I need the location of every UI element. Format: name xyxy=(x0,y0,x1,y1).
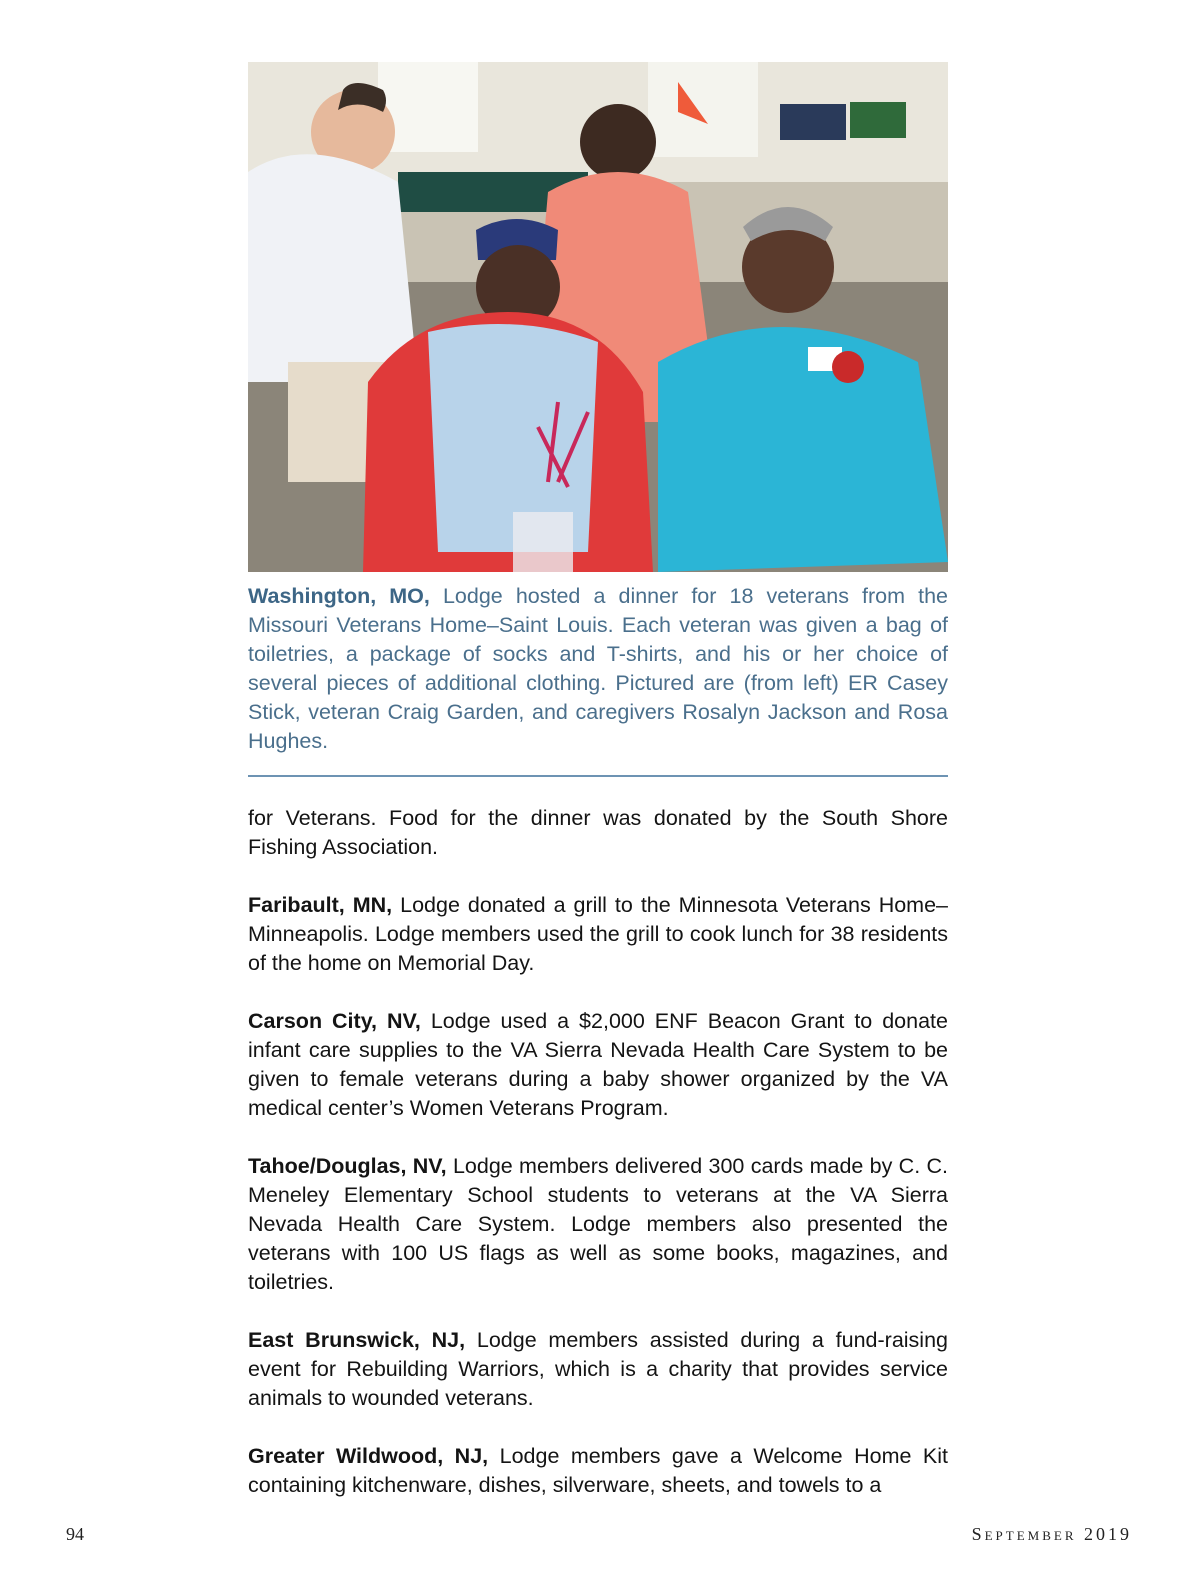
caption-text: Lodge hosted a dinner for 18 veterans from the Missouri Veterans Home–Saint Louis. Each veteran was given a bag of toiletries, a package of socks and T-shirts, and his or her choice of several pieces of additional clothing. Pictured are (from left) ER Casey Stick, veteran Craig Garden, and caregivers Rosalyn Jackson and Rosa Hughes. xyxy=(248,584,948,753)
paragraph-text: Lodge members assisted during a fund-raising event for Rebuilding Warriors, which is a charity that provides service animals to wounded veterans. xyxy=(248,1328,948,1410)
paragraph-text: Lodge members gave a Welcome Home Kit containing kitchenware, dishes, silverware, sheets, and towels to a xyxy=(248,1444,948,1497)
paragraph-carson-city xyxy=(248,1007,948,1123)
paragraph-text: Lodge members delivered 300 cards made by C. C. Meneley Elementary School students to veterans at the VA Sierra Nevada Health Care System. Lodge members also presented the veterans with 100 US flags as well as some books, magazines, and toiletries. xyxy=(248,1154,948,1294)
page-number: 94 xyxy=(66,1524,84,1544)
caption-lead: Washington, MO, xyxy=(248,584,430,608)
paragraph-continuation xyxy=(248,804,948,862)
paragraph-faribault xyxy=(248,891,948,978)
group-photo xyxy=(248,62,948,572)
paragraph-greater-wildwood xyxy=(248,1442,948,1500)
paragraph-lead: Greater Wildwood, NJ, xyxy=(248,1444,489,1468)
paragraph-text: Lodge donated a grill to the Minnesota Veterans Home–Minneapolis. Lodge members used the grill to cook lunch for 38 residents of the home on Memorial Day. xyxy=(248,893,948,975)
article-body xyxy=(248,804,948,1529)
paragraph-text: Lodge used a $2,000 ENF Beacon Grant to donate infant care supplies to the VA Sierra Nevada Health Care System to be given to female veterans during a baby shower organized by the VA medical center’s Women Veterans Program. xyxy=(248,1009,948,1120)
paragraph-lead: Faribault, MN, xyxy=(248,893,393,917)
paragraph-tahoe-douglas xyxy=(248,1152,948,1297)
paragraph-text: for Veterans. Food for the dinner was donated by the South Shore Fishing Association. xyxy=(248,806,948,859)
issue-date: September 2019 xyxy=(971,1524,1132,1544)
paragraph-east-brunswick xyxy=(248,1326,948,1413)
paragraph-lead: Tahoe/Douglas, NV, xyxy=(248,1154,447,1178)
paragraph-lead: Carson City, NV, xyxy=(248,1009,421,1033)
paragraph-lead: East Brunswick, NJ, xyxy=(248,1328,466,1352)
photo-caption xyxy=(248,582,948,756)
caption-divider xyxy=(248,775,948,777)
